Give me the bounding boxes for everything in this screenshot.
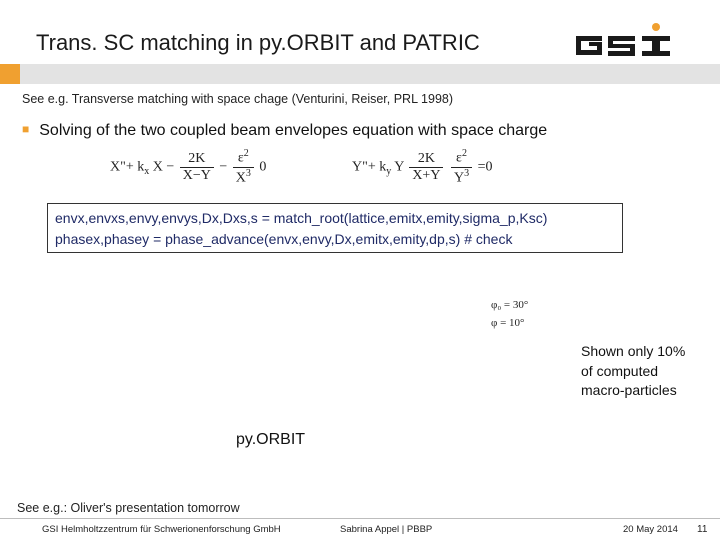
header-accent (0, 64, 20, 84)
eq-y-frac1: $\frac{2K}{X+Y}$ (409, 151, 443, 184)
eq-y-rhs: =0 (477, 159, 493, 175)
eq-y-lhs: Y"+ k (352, 159, 387, 175)
header-bar (0, 64, 720, 84)
phase-label-2: φ = 10° (491, 317, 525, 329)
page-number: 11 (697, 524, 708, 535)
eq-x-mid: X − (152, 159, 175, 175)
eq-x-frac2: $\frac{\varepsilon^2}{X^3}$ (233, 148, 254, 186)
pyorbit-label: py.ORBIT (236, 431, 306, 448)
bullet-marker: ■ (22, 122, 30, 136)
footer-author: Sabrina Appel | PBBP (340, 524, 433, 535)
eq-x-sub: x (144, 166, 150, 178)
envelope-equation-x: X"+ $k_x$ X − $\frac{2K}{X-Y}$ − $\frac{\varepsilon^2}{X^3}$ 0 (110, 148, 267, 186)
code-line-1: envx,envxs,envy,envys,Dx,Dxs,s = match_root(lattice,emitx,emity,sigma_p,Ksc) (55, 210, 548, 226)
bullet-item (22, 122, 547, 140)
see-also-text: See e.g.: Oliver's presentation tomorrow (17, 501, 240, 515)
eq-y-mid: Y (394, 159, 404, 175)
code-line-2: phasex,phasey = phase_advance(envx,envy,Dx,emitx,emity,dp,s) # check (55, 231, 513, 247)
note-line-1: Shown only 10% (581, 343, 686, 359)
footer-institution: GSI Helmholtzzentrum für Schwerionenforschung GmbH (42, 524, 281, 535)
note-line-3: macro-particles (581, 382, 677, 398)
envelope-equation-y (352, 148, 492, 186)
phase-label-1: φ₀ = 30° (491, 299, 529, 311)
footer-date: 20 May 2014 (623, 524, 678, 535)
gsi-logo (574, 19, 684, 59)
eq-y-frac2: $\frac{\varepsilon^2}{Y^3}$ (451, 148, 472, 186)
reference-text: See e.g. Transverse matching with space chage (Venturini, Reiser, PRL 1998) (22, 92, 454, 106)
eq-x-lhs: X"+ k (110, 159, 145, 175)
eq-x-frac1: $\frac{2K}{X-Y}$ (180, 151, 214, 184)
slide-title: Trans. SC matching in py.ORBIT and PATRIC (36, 30, 480, 55)
code-box (47, 203, 623, 253)
eq-y-sub: y (386, 166, 392, 178)
note-line-2: of computed (581, 362, 659, 379)
footer-divider (0, 518, 720, 519)
eq-x-rhs: 0 (259, 159, 267, 175)
bullet-text: Solving of the two coupled beam envelopes equation with space charge (39, 122, 548, 139)
macro-particle-note (581, 342, 685, 401)
phase-advance-labels (491, 296, 528, 332)
